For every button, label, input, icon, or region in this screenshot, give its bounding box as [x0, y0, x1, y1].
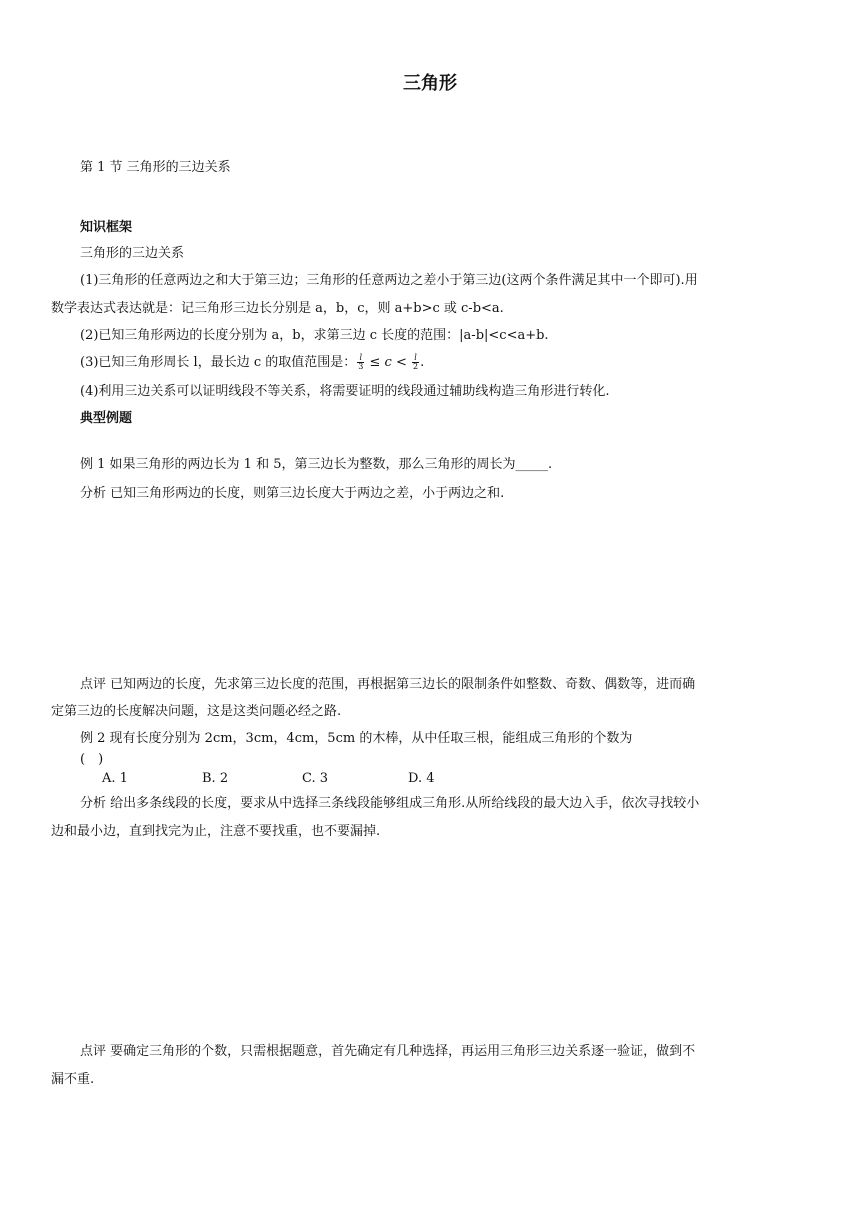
- knowledge-subheading: 三角形的三边关系: [80, 246, 185, 261]
- knowledge-item-1-line-2: 数学表达式表达就是：记三角形三边长分别是 a，b，c，则 a+b>c 或 c-b<a.: [51, 301, 504, 316]
- example-1-comment-line-2: 定第三边的长度解决问题，这是这类问题必经之路.: [51, 704, 342, 719]
- fraction-l-over-2: [412, 354, 419, 371]
- fraction-1-denominator: 3: [358, 362, 364, 371]
- example-2-comment-line-2: 漏不重.: [51, 1072, 95, 1087]
- example-2-comment-line-1: 点评 要确定三角形的个数，只需根据题意，首先确定有几种选择，再运用三角形三边关系逐一验证，做到不: [80, 1044, 696, 1059]
- knowledge-item-3-prefix: (3)已知三角形周长 l，最长边 c 的取值范围是：: [80, 355, 357, 370]
- fraction-1-numerator: l: [357, 354, 364, 363]
- fraction-2-denominator: 2: [412, 362, 419, 371]
- knowledge-heading: 知识框架: [80, 220, 133, 235]
- examples-heading: 典型例题: [80, 411, 133, 426]
- knowledge-item-1-line-1: (1)三角形的任意两边之和大于第三边；三角形的任意两边之差小于第三边(这两个条件满足其中一个即可).用: [80, 273, 698, 288]
- knowledge-item-3: [80, 354, 424, 372]
- fraction-l-over-3: [357, 354, 364, 371]
- example-1-analysis: 分析 已知三角形两边的长度，则第三边长度大于两边之差，小于两边之和.: [80, 486, 505, 501]
- fraction-2-numerator: l: [412, 354, 419, 363]
- knowledge-item-3-inequality: ≤ c <: [369, 355, 407, 370]
- example-2-analysis-line-1: 分析 给出多条线段的长度，要求从中选择三条线段能够组成三角形.从所给线段的最大边入手，依次寻找较小: [80, 796, 700, 811]
- knowledge-item-2: (2)已知三角形两边的长度分别为 a，b，求第三边 c 长度的范围：|a-b|<c<a+b.: [80, 328, 549, 343]
- example-1-question: 例 1 如果三角形的两边长为 1 和 5，第三边长为整数，那么三角形的周长为_____.: [80, 457, 553, 472]
- example-2-option-b: B. 2: [202, 771, 229, 786]
- example-2-analysis-line-2: 边和最小边，直到找完为止，注意不要找重，也不要漏掉.: [51, 824, 381, 839]
- section-title: 第 1 节 三角形的三边关系: [80, 160, 231, 175]
- example-1-comment-line-1: 点评 已知两边的长度，先求第三边长度的范围，再根据第三边长的限制条件如整数、奇数、偶数等，进而确: [80, 677, 696, 692]
- example-2-option-d: D. 4: [408, 771, 435, 786]
- example-2-option-a: A. 1: [102, 771, 128, 786]
- example-2-option-c: C. 3: [302, 771, 329, 786]
- knowledge-item-3-suffix: .: [420, 355, 425, 370]
- example-2-answer-paren: ( ): [80, 752, 104, 767]
- example-2-question: 例 2 现有长度分别为 2cm，3cm，4cm，5cm 的木棒，从中任取三根，能组成三角形的个数为: [80, 731, 633, 746]
- knowledge-item-4: (4)利用三边关系可以证明线段不等关系，将需要证明的线段通过辅助线构造三角形进行转化.: [80, 384, 610, 399]
- page-title: 三角形: [403, 73, 457, 94]
